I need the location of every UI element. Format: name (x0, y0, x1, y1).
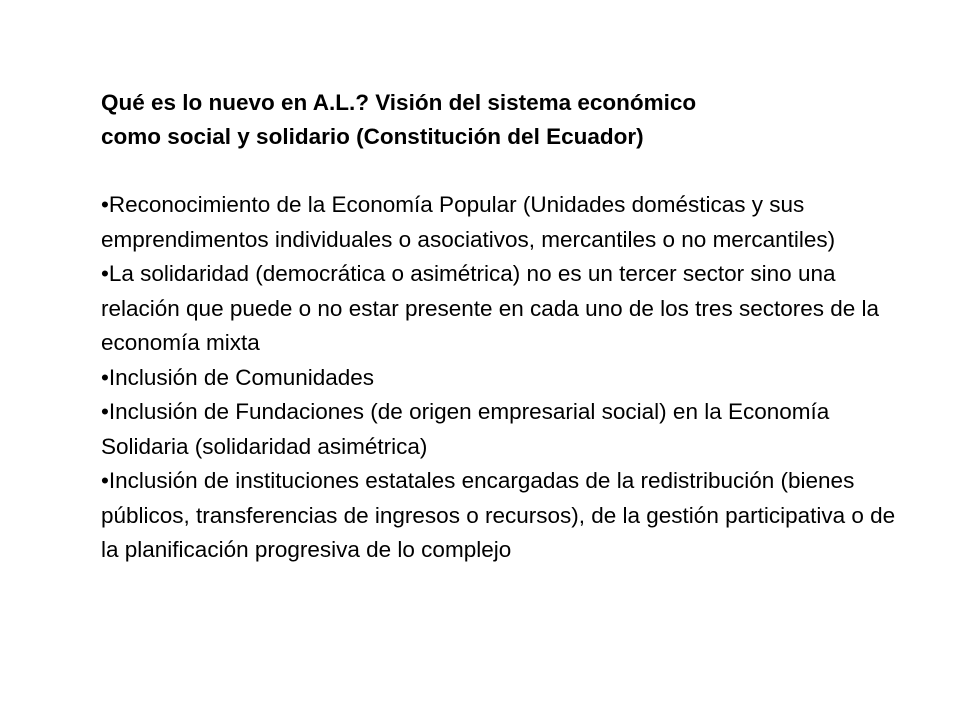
title-spacer (101, 154, 901, 188)
bullet-economia-popular: •Reconocimiento de la Economía Popular (Unidades domésticas y sus emprendimentos individuales o asociativos, mercantiles o no mercantiles) (101, 192, 836, 252)
slide-title-line-2: como social y solidario (Constitución del Ecuador) (101, 124, 644, 149)
bullet-solidaridad: •La solidaridad (democrática o asimétrica) no es un tercer sector sino una relación que puede o no estar presente en cada uno de los tres sectores de la economía mixta (101, 261, 880, 355)
slide-content (101, 86, 901, 568)
bullet-comunidades: •Inclusión de Comunidades (101, 364, 375, 390)
bullet-list (101, 188, 901, 568)
slide-title-line-1: Qué es lo nuevo en A.L.? Visión del sistema económico (101, 90, 697, 115)
slide-title (101, 86, 901, 154)
bullet-instituciones-estatales: •Inclusión de instituciones estatales encargadas de la redistribución (bienes públicos, transferencias de ingresos o recursos), de la gestión participativa o de la planificación progresiva de lo complejo (101, 468, 896, 562)
bullet-fundaciones: •Inclusión de Fundaciones (de origen empresarial social) en la Economía Solidaria (solidaridad asimétrica) (101, 399, 830, 459)
